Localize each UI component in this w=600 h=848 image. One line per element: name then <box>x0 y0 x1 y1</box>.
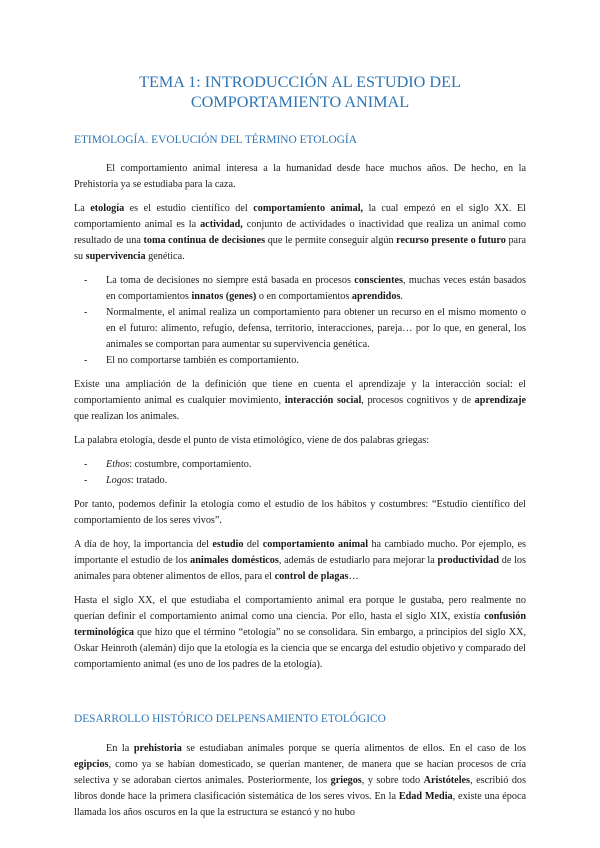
list-item: - La toma de decisiones no siempre está basada en procesos conscientes, muchas veces están basados en comportamientos innatos (genes) o en comportamientos aprendidos. <box>84 275 526 302</box>
list-item: - El no comportarse también es comportamiento. <box>74 353 526 369</box>
paragraph-intro: El comportamiento animal interesa a la humanidad desde hace muchos años. De hecho, en la Prehistoria ya se estudiaba para la caza. <box>74 163 526 190</box>
dash-bullet: - <box>84 355 88 366</box>
paragraph-prehistory: En la prehistoria se estudiaban animales porque se quería alimentos de ellos. En el caso de los egipcios, como ya se habían domesticado, se querían mantener, de manera que se hacían procesos de cría selectiva y se adoraban ciertos animales. Posteriormente, los griegos, y sobre todo Aristóteles, escribió dos libros donde hace la primera clasificación sistemática de los seres vivos. En la Edad Media, existe una época llamada los años oscuros en la que la estructura se estancó y no hubo <box>74 743 527 818</box>
dash-bullet: - <box>84 307 88 318</box>
document-title <box>74 72 526 112</box>
section-spacer <box>74 681 526 695</box>
dash-bullet: - <box>84 459 88 470</box>
section-heading-desarrollo: DESARROLLO HISTÓRICO DELPENSAMIENTO ETOLÓGICO <box>74 713 386 725</box>
title-line-1: TEMA 1: INTRODUCCIÓN AL ESTUDIO DEL <box>139 73 461 91</box>
bullet-list-decisions <box>74 273 526 369</box>
paragraph-etymology: La palabra etología, desde el punto de vista etimológico, viene de dos palabras griegas: <box>74 435 430 446</box>
list-item: - Ethos: costumbre, comportamiento. <box>74 457 526 473</box>
dash-bullet: - <box>84 475 88 486</box>
paragraph-definition: La etología es el estudio científico del comportamiento animal, la cual empezó en el siglo XX. El comportamiento animal es la actividad, conjunto de actividades o inactividad que realiza un animal como resultado de una toma continua de decisiones que le permite conseguir algún recurso presente o futuro para su supervivencia genética. <box>74 203 527 262</box>
section-heading-etimologia: ETIMOLOGÍA. EVOLUCIÓN DEL TÉRMINO ETOLOGÍA <box>74 134 357 146</box>
paragraph-importance: A día de hoy, la importancia del estudio del comportamiento animal ha cambiado mucho. Por ejemplo, es importante el estudio de los animales domésticos, además de estudiarlo para mejorar la productividad de los animales para obtener alimentos de ellos, para el control de plagas… <box>74 539 526 582</box>
paragraph-ampliacion: Existe una ampliación de la definición que tiene en cuenta el aprendizaje y la interacción social: el comportamiento animal es cualquier movimiento, interacción social, procesos cognitivos y de aprendizaje que realizan los animales. <box>74 379 526 422</box>
dash-bullet: - <box>84 275 88 286</box>
list-item: - Logos: tratado. <box>74 473 526 489</box>
list-item: - Normalmente, el animal realiza un comportamiento para obtener un recurso en el mismo momento o en el futuro: alimento, refugio, defensa, territorio, interacciones, pareja… por lo que, en general, los animales se comportan para aumentar su supervivencia genética. <box>84 307 526 350</box>
paragraph-definition-quote: Por tanto, podemos definir la etología como el estudio de los hábitos y costumbres: “Estudio científico del comportamiento de los seres vivos”. <box>74 499 526 526</box>
bullet-list-greek-words <box>74 457 526 489</box>
title-line-2: COMPORTAMIENTO ANIMAL <box>190 93 410 111</box>
paragraph-history-xx: Hasta el siglo XX, el que estudiaba el comportamiento animal era porque le gustaba, pero realmente no querían definir el comportamiento animal como una ciencia. Por ello, hasta el siglo XIX, existía confusión terminológica que hizo que el término “etología” no se consolidara. Sin embargo, a principios del siglo XX, Oskar Heinroth (alemán) dijo que la etología es la ciencia que se encarga del estudio objetivo y comparado del comportamiento animal (es uno de los padres de la etología). <box>74 595 526 670</box>
